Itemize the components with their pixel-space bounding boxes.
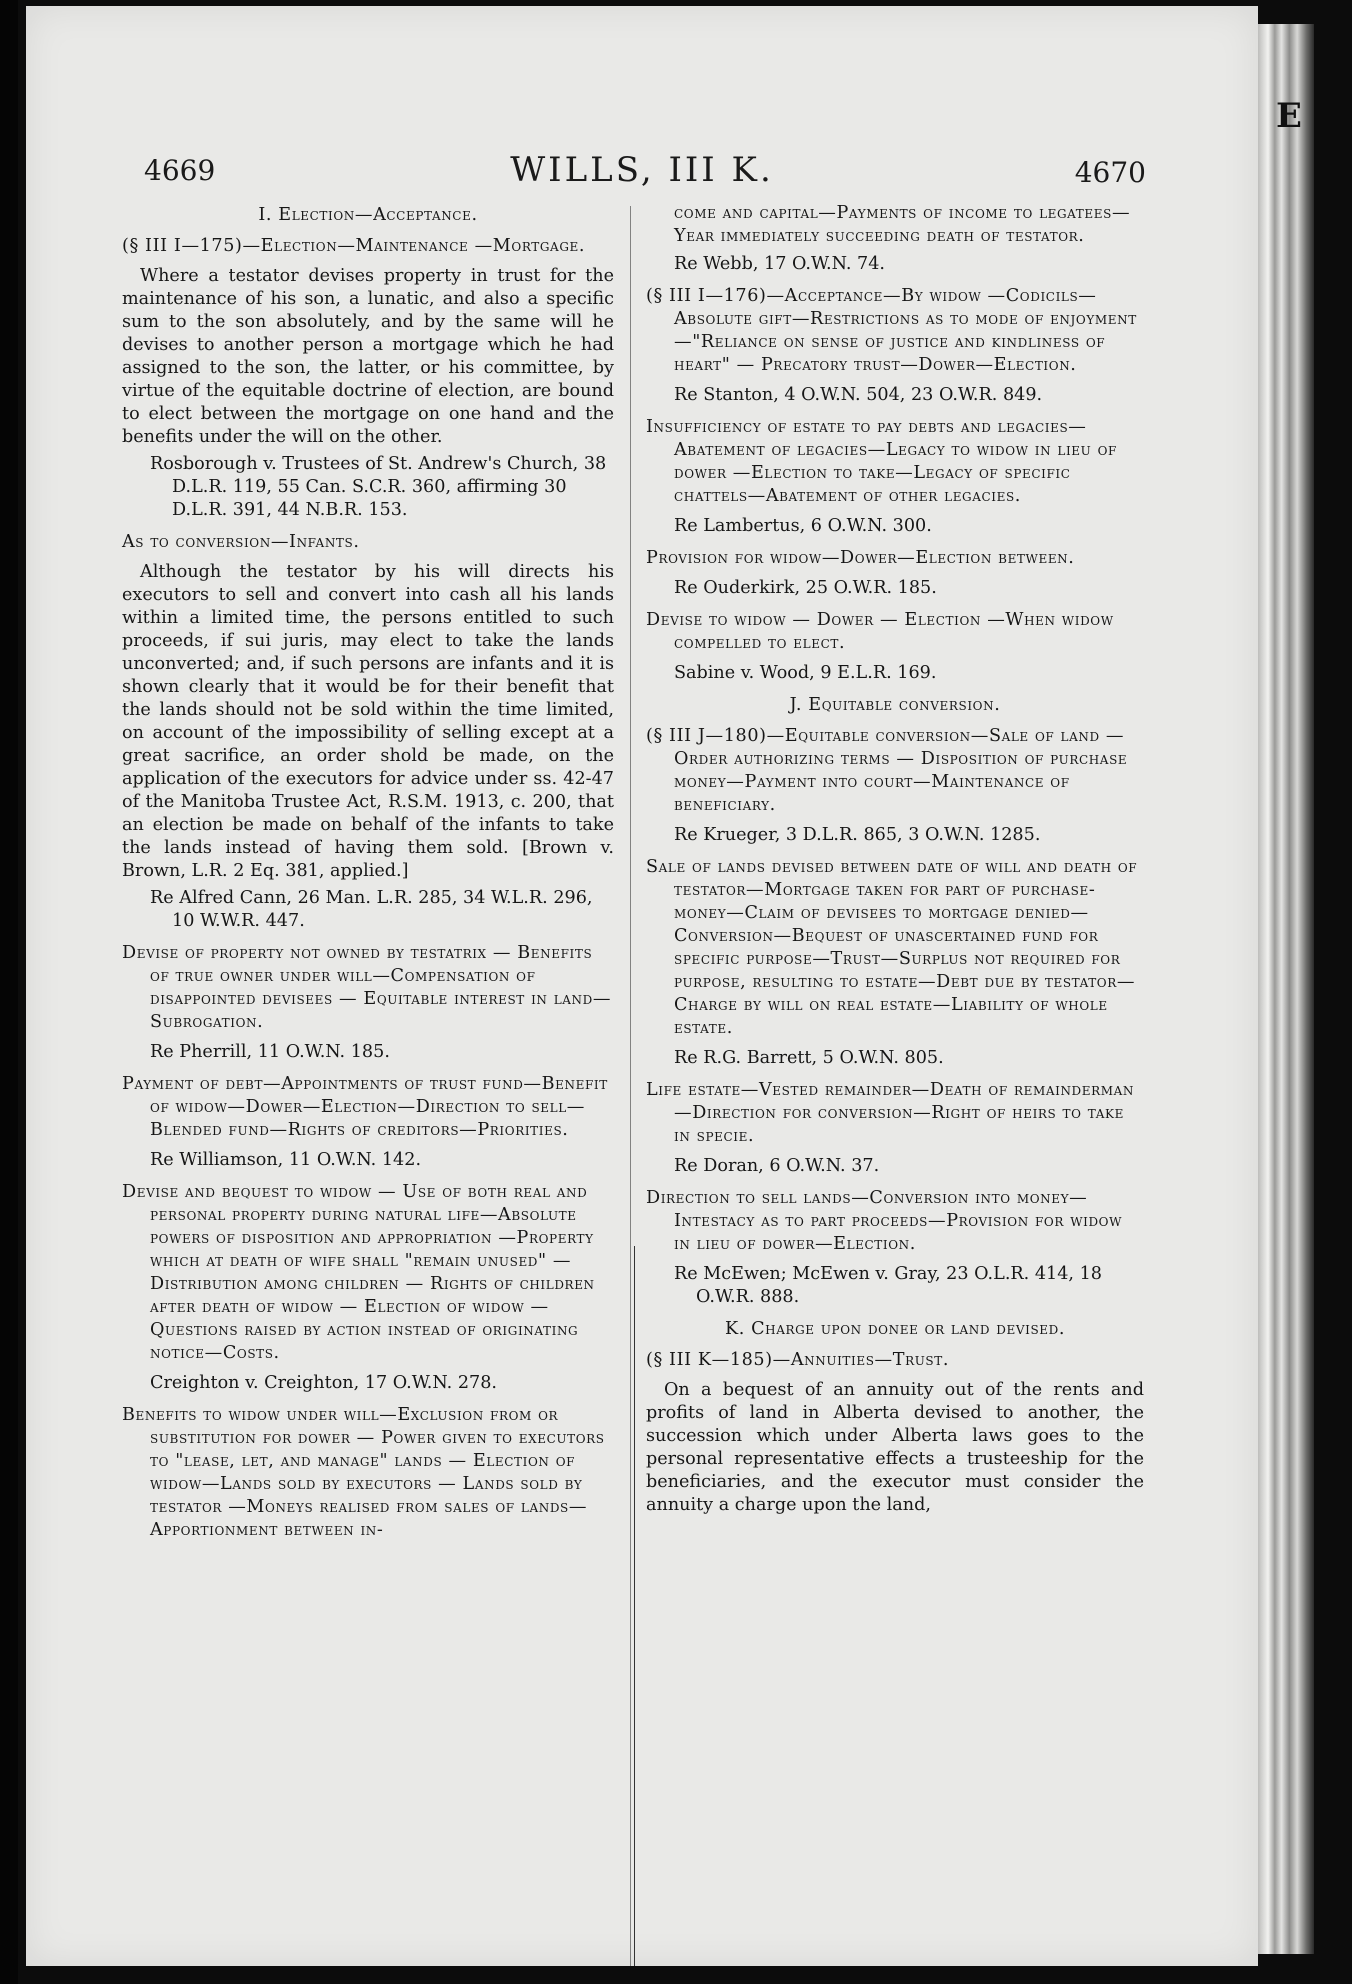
conversion-citation: Re Alfred Cann, 26 Man. L.R. 285, 34 W.L.R. 296, 10 W.W.R. 447. (150, 888, 593, 931)
devise-property-headnote: Devise of property not owned by testatrix — Benefits of true owner under will—Compensation of disappointed devisees — Equitable interest in land—Subrogation. (122, 943, 612, 1032)
insufficiency-citation: Re Lambertus, 6 O.W.N. 300. (674, 516, 932, 536)
right-column (646, 202, 1144, 1521)
scan-right-edge (1314, 0, 1352, 1984)
page-number-left: 4669 (144, 154, 216, 187)
continued-citation: Re Webb, 17 O.W.N. 74. (674, 254, 886, 274)
provision-widow-citation: Re Ouderkirk, 25 O.W.R. 185. (674, 578, 937, 598)
payment-debt-citation: Re Williamson, 11 O.W.N. 142. (150, 1150, 422, 1170)
conversion-body: Although the testator by his will directs his executors to sell and convert into cash all his lands within a limited time, the persons entitled to such proceeds, if sui juris, may elect to take the lands unconverted; and, if such persons are infants and it is shown clearly that it would be for their benefit that the lands should not be sold within the time limited, on account of the impossibility of selling except at a great sacrifice, an order shold be made, on the application of the executors for advice under ss. 42-47 of the Manitoba Trustee Act, R.S.M. 1913, c. 200, that an election be made on behalf of the infants to take the lands instead of having them sold. [Brown v. Brown, L.R. 2 Eq. 381, applied.] (122, 562, 614, 881)
scan-left-edge (0, 0, 18, 1984)
column-divider-lower (634, 1246, 635, 1966)
sale-lands-headnote: Sale of lands devised between date of will and death of testator—Mortgage taken for part of purchase-money—Claim of devisees to mortgage denied—Conversion—Bequest of unascertained fund for specific purpose—Trust—Surplus not required for purpose, resulting to estate—Debt due by testator—Charge by will on real estate—Liability of whole estate. (646, 857, 1138, 1038)
provision-widow-headnote: Provision for widow—Dower—Election between. (646, 548, 1075, 568)
section-heading-i: I. Election—Acceptance. (258, 205, 478, 225)
life-estate-headnote: Life estate—Vested remainder—Death of remainderman—Direction for conversion—Right of heirs to take in specie. (646, 1080, 1135, 1146)
entry-185-body: On a bequest of an annuity out of the rents and profits of land in Alberta devised to another, the succession which under Alberta laws goes to the personal representative effects a trusteeship for the beneficiaries, and the executor must consider the annuity a charge upon the land, (646, 1380, 1144, 1515)
book-spine-edge (1258, 24, 1314, 1954)
conversion-headnote: As to conversion—Infants. (122, 532, 360, 552)
spine-letter-mark: E (1276, 96, 1302, 136)
entry-180-headnote: (§ III J—180)—Equitable conversion—Sale of land — Order authorizing terms — Disposition of purchase money—Payment into court—Maintenance of beneficiary. (646, 726, 1128, 815)
running-title: WILLS, III K. (510, 150, 774, 190)
entry-175-headnote: (§ III I—175)—Election—Maintenance —Mortgage. (122, 236, 586, 256)
book-page (26, 6, 1258, 1966)
entry-176-headnote: (§ III I—176)—Acceptance—By widow —Codicils—Absolute gift—Restrictions as to mode of enjoyment—"Reliance on sense of justice and kindliness of heart" — Precatory trust—Dower—Election. (646, 286, 1137, 375)
payment-debt-headnote: Payment of debt—Appointments of trust fund—Benefit of widow—Dower—Election—Direction to sell—Blended fund—Rights of creditors—Priorities. (122, 1074, 608, 1140)
entry-176-citation: Re Stanton, 4 O.W.N. 504, 23 O.W.R. 849. (674, 385, 1043, 405)
page-number-right: 4670 (1074, 156, 1146, 189)
life-estate-citation: Re Doran, 6 O.W.N. 37. (674, 1156, 880, 1176)
entry-175-body: Where a testator devises property in trust for the maintenance of his son, a lunatic, and also a specific sum to the son absolutely, and by the same will he devises to another person a mortgage which he had assigned to the son, the latter, or his committee, by virtue of the equitable doctrine of election, are bound to elect between the mortgage on one hand and the benefits under the will on the other. (122, 266, 614, 447)
sale-lands-citation: Re R.G. Barrett, 5 O.W.N. 805. (674, 1048, 944, 1068)
devise-property-citation: Re Pherrill, 11 O.W.N. 185. (150, 1042, 390, 1062)
devise-widow-headnote: Devise to widow — Dower — Election —When widow compelled to elect. (646, 610, 1114, 653)
entry-185-headnote: (§ III K—185)—Annuities—Trust. (646, 1350, 950, 1370)
devise-bequest-citation: Creighton v. Creighton, 17 O.W.N. 278. (150, 1373, 498, 1393)
section-heading-j: J. Equitable conversion. (789, 695, 1001, 715)
direction-sell-citation: Re McEwen; McEwen v. Gray, 23 O.L.R. 414, 18 O.W.R. 888. (674, 1264, 1102, 1307)
devise-widow-citation: Sabine v. Wood, 9 E.L.R. 169. (674, 663, 937, 683)
left-column (122, 202, 614, 1549)
direction-sell-headnote: Direction to sell lands—Conversion into money—Intestacy as to part proceeds—Provision for widow in lieu of dower—Election. (646, 1188, 1123, 1254)
entry-175-citation: Rosborough v. Trustees of St. Andrew's Church, 38 D.L.R. 119, 55 Can. S.C.R. 360, affirming 30 D.L.R. 391, 44 N.B.R. 153. (150, 454, 607, 520)
benefits-widow-headnote: Benefits to widow under will—Exclusion from or substitution for dower — Power given to executors to "lease, let, and manage" lands — Election of widow—Lands sold by executors — Lands sold by testator —Moneys realised from sales of lands—Apportionment between in- (122, 1405, 605, 1540)
continued-headnote: come and capital—Payments of income to legatees—Year immediately succeeding death of testator. (674, 203, 1131, 246)
page-header (26, 150, 1258, 194)
section-heading-k: K. Charge upon donee or land devised. (724, 1319, 1066, 1339)
devise-bequest-headnote: Devise and bequest to widow — Use of both real and personal property during natural life—Absolute powers of disposition and appropriation —Property which at death of wife shall "remain unused" — Distribution among children — Rights of children after death of widow — Election of widow — Questions raised by action instead of originating notice—Costs. (122, 1182, 595, 1363)
column-divider (630, 206, 631, 1966)
entry-180-citation: Re Krueger, 3 D.L.R. 865, 3 O.W.N. 1285. (674, 825, 1041, 845)
insufficiency-headnote: Insufficiency of estate to pay debts and legacies—Abatement of legacies—Legacy to widow in lieu of dower —Election to take—Legacy of specific chattels—Abatement of other legacies. (646, 417, 1117, 506)
